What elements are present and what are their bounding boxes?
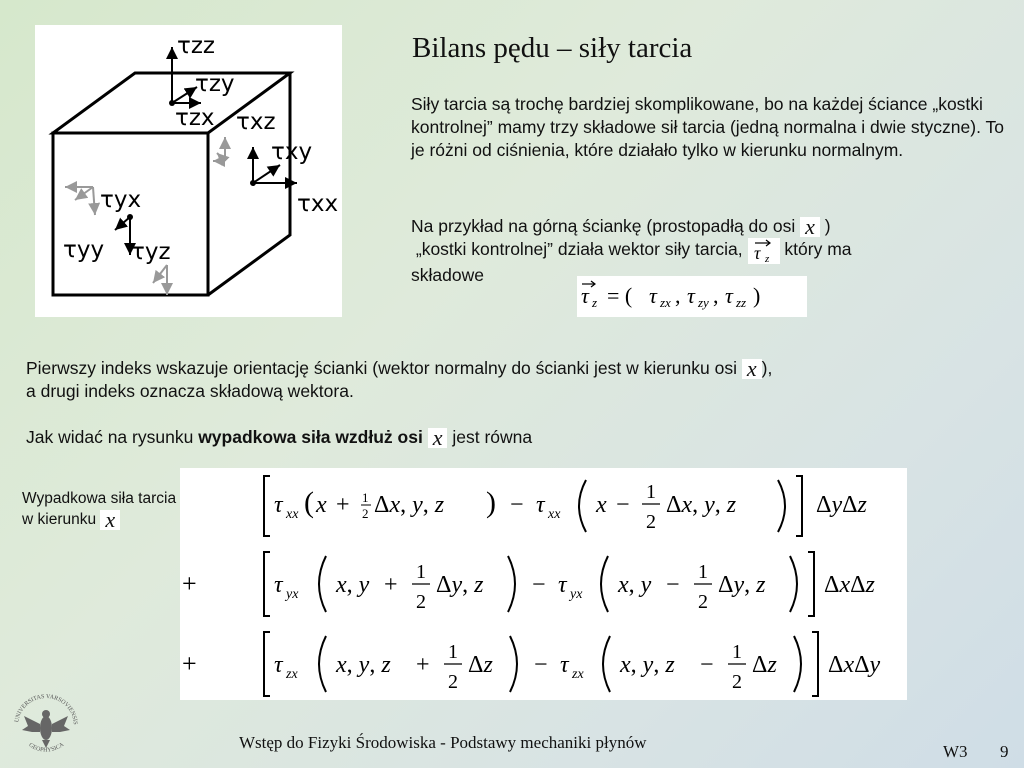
svg-text:+: + — [416, 652, 430, 678]
svg-text:Δz: Δz — [468, 652, 493, 678]
paragraph-intro: Siły tarcia są trochę bardziej skomplikowane, bo na każdej ściance „kostki kontrolnej” mamy trzy składowe sił tarcia (jedną normalna i dwie styczne). To je różni od ciśnienia, które działało tylko w kierunku normalnym. — [411, 94, 1004, 160]
svg-text:Δy, z: Δy, z — [718, 572, 766, 598]
svg-text:τ: τ — [274, 572, 283, 598]
label-tzy: τzy — [195, 71, 235, 97]
equation-row-3 — [182, 632, 881, 696]
label-txz: τxz — [236, 109, 276, 135]
svg-text:+: + — [182, 649, 197, 678]
paragraph-resultant: Jak widać na rysunku wypadkowa siła wzdłuż osi x jest równa — [26, 425, 533, 451]
label-tzx: τzx — [175, 105, 215, 131]
paragraph-example: Na przykład na górną ściankę (prostopadłą do osi x ) „kostki kontrolnej” działa wektor siły tarcia, τ z który ma składowe — [411, 214, 852, 285]
svg-text:): ) — [753, 283, 761, 308]
svg-text:τ: τ — [274, 492, 283, 518]
svg-text:τ: τ — [558, 572, 567, 598]
svg-text:xx: xx — [286, 507, 299, 522]
svg-text:−: − — [700, 652, 714, 678]
svg-text:1: 1 — [362, 490, 369, 505]
svg-text:yx: yx — [286, 587, 299, 602]
svg-text:−: − — [532, 572, 546, 598]
svg-text:,: , — [675, 283, 681, 308]
svg-text:2: 2 — [732, 671, 742, 693]
svg-text:Δy, z: Δy, z — [436, 572, 484, 598]
svg-text:τ: τ — [649, 283, 657, 308]
svg-text:1: 1 — [448, 641, 458, 663]
label-txy: τxy — [271, 139, 313, 165]
svg-text:zz: zz — [736, 295, 747, 310]
svg-text:x, y: x, y — [618, 572, 652, 598]
svg-text:x: x — [596, 492, 607, 518]
slide-title: Bilans pędu – siły tarcia — [412, 32, 693, 64]
eagle-icon — [22, 710, 70, 748]
svg-text:x: x — [316, 492, 327, 518]
svg-text:Δx, y, z: Δx, y, z — [666, 492, 737, 518]
svg-text:τ: τ — [725, 283, 733, 308]
tau-z-definition — [577, 276, 807, 317]
svg-text:xx: xx — [548, 507, 561, 522]
svg-text:(: ( — [304, 486, 314, 519]
svg-text:ΔyΔz: ΔyΔz — [816, 492, 867, 518]
page-number: 9 — [1000, 742, 1009, 761]
svg-text:2: 2 — [646, 511, 656, 533]
university-logo — [8, 686, 84, 762]
svg-text:τ: τ — [560, 652, 569, 678]
var-x: x — [800, 217, 820, 237]
svg-text:GEOPHYSICA: GEOPHYSICA — [27, 741, 66, 754]
svg-text:x, y: x, y — [336, 572, 370, 598]
svg-text:x, y, z: x, y, z — [620, 652, 675, 678]
svg-text:zx: zx — [572, 667, 584, 682]
cube-figure — [35, 25, 342, 317]
svg-text:1: 1 — [646, 481, 656, 503]
var-x: x — [428, 428, 448, 448]
footer-title: Wstęp do Fizyki Środowiska - Podstawy mechaniki płynów — [239, 733, 647, 752]
var-x: x — [100, 510, 120, 530]
svg-text:2: 2 — [448, 671, 458, 693]
svg-text:z: z — [764, 253, 769, 264]
svg-text:zx: zx — [660, 295, 671, 310]
svg-text:τ: τ — [753, 243, 760, 263]
svg-text:2: 2 — [362, 506, 369, 521]
svg-text:2: 2 — [698, 591, 708, 613]
label-txx: τxx — [297, 191, 339, 217]
svg-text:+: + — [182, 569, 197, 598]
svg-text:τ: τ — [274, 652, 283, 678]
svg-text:= (: = ( — [607, 283, 633, 308]
svg-text:+: + — [384, 572, 398, 598]
svg-text:−: − — [510, 492, 524, 518]
tau-z-symbol — [748, 238, 780, 264]
equation-row-1 — [264, 476, 868, 536]
label-tzz: τzz — [177, 33, 215, 59]
svg-text:2: 2 — [416, 591, 426, 613]
label-tyy: τyy — [63, 237, 105, 263]
svg-text:τ: τ — [687, 283, 695, 308]
svg-text:Δx, y, z: Δx, y, z — [374, 492, 445, 518]
svg-text:ΔxΔz: ΔxΔz — [824, 572, 875, 598]
svg-text:): ) — [486, 486, 496, 519]
paragraph-indices: Pierwszy indeks wskazuje orientację ścianki (wektor normalny do ścianki jest w kierunku osi x ), a drugi indeks oznacza składową wektora. — [26, 356, 773, 401]
svg-text:+: + — [336, 492, 350, 518]
svg-text:1: 1 — [732, 641, 742, 663]
svg-text:τ: τ — [536, 492, 545, 518]
svg-text:τ: τ — [581, 283, 589, 308]
svg-text:−: − — [534, 652, 548, 678]
svg-text:UNIVERSITAS VARSOVIENSIS: UNIVERSITAS VARSOVIENSIS — [14, 693, 78, 725]
svg-text:zy: zy — [698, 295, 709, 310]
svg-text:1: 1 — [416, 561, 426, 583]
svg-text:x, y, z: x, y, z — [336, 652, 391, 678]
label-tyz: τyz — [131, 239, 171, 265]
equation-caption: Wypadkowa siła tarcia w kierunku x — [22, 490, 177, 532]
equation-row-2 — [182, 552, 876, 616]
svg-text:,: , — [713, 283, 719, 308]
label-tyx: τyx — [100, 187, 142, 213]
svg-text:−: − — [616, 492, 630, 518]
svg-text:z: z — [592, 295, 598, 310]
svg-text:yx: yx — [570, 587, 583, 602]
svg-text:1: 1 — [698, 561, 708, 583]
svg-text:Δz: Δz — [752, 652, 777, 678]
svg-text:zx: zx — [286, 667, 298, 682]
svg-text:ΔxΔy: ΔxΔy — [828, 652, 881, 678]
friction-equation — [180, 468, 907, 700]
svg-text:−: − — [666, 572, 680, 598]
var-x: x — [742, 359, 762, 379]
week-label: W3 — [943, 742, 968, 761]
